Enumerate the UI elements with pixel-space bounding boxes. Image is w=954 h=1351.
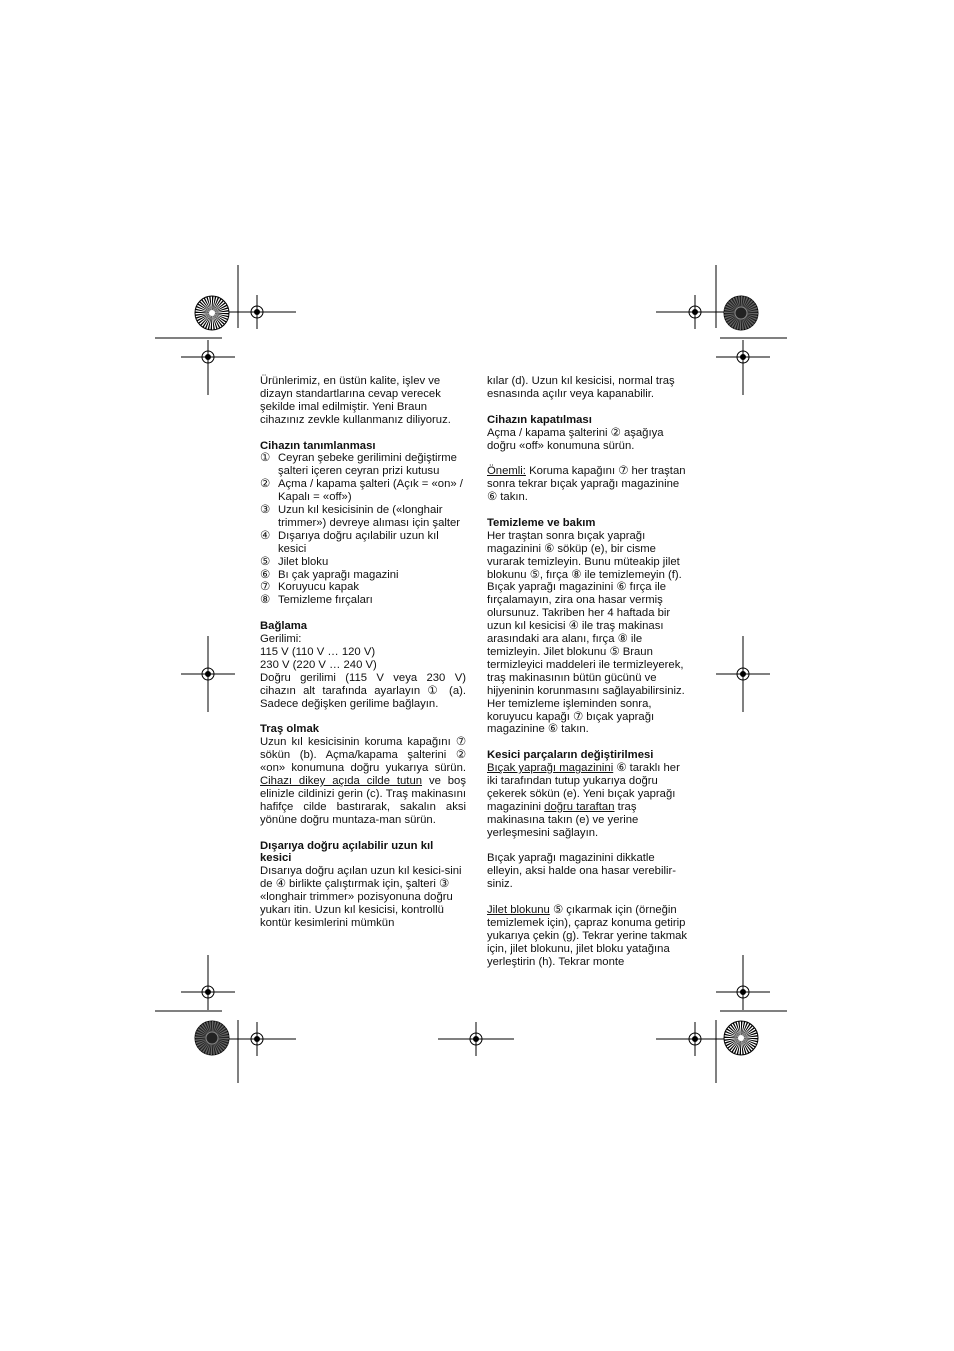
- item-text: Açma / kapama şalteri (Açık = «on» / Kapalı = «off»): [278, 478, 463, 504]
- crosshair-target-icon: [181, 340, 235, 395]
- item-number: ②: [260, 478, 271, 491]
- underlined-text: Cihazı dikey açıda cilde tutun: [260, 775, 423, 788]
- item-text: Bı çak yaprağı magazini: [278, 568, 399, 581]
- section-heading: Cihazın kapatılması: [487, 413, 592, 426]
- section-description: [260, 440, 466, 608]
- section-cleaning: [487, 517, 692, 736]
- section-connection: [260, 620, 466, 710]
- item-text: Temizleme fırçaları: [278, 594, 373, 607]
- caution-paragraph: Bıçak yaprağı magazinini dikkatle elleyin, aksi halde ona hasar verebilir-siniz.: [487, 852, 677, 891]
- starburst-registration-icon: [724, 1021, 758, 1055]
- item-text: Ceyran şebeke gerilimini değiştirme şalteri içeren ceyran prizi kutusu: [278, 452, 457, 478]
- section-text: Her traştan sonra bıçak yaprağı magazinini ⑥ söküp (e), bir cisme vurarak temizleyin. Bunu müteakip jilet blokunu ⑤, fırça ⑧ ile temizlemeyin (f). Bıçak yaprağı magazinini ⑥ fırça ile fırçalamayın, zira ona hasar vermiş olursunuz. Takriben her 4 haftada bir uzun kıl kesicisi ④ ile traş makinası arasındaki ara alanı, fırça ⑧ ile temizleyin. Jilet blokunu ⑤ Braun termizleyici maddeleri ile termizleyerek, traş makinasının bütün gücünü ve hijyeninin korunmasını sağlayabilirsiniz. Her temizleme işleminden sonra, koruyucu kapağı ⑦ bıçak yaprağı magazinine ⑥ takın.: [487, 529, 685, 736]
- item-text: Jilet bloku: [278, 555, 329, 568]
- section-heading: Dışarıya doğru açılabilir uzun kıl kesici: [260, 839, 434, 865]
- underlined-text: Jilet blokunu: [487, 904, 550, 917]
- section-heading: Temizleme ve bakım: [487, 516, 596, 529]
- cutter-block-paragraph: [487, 904, 692, 969]
- item-text: Koruyucu kapak: [278, 581, 360, 594]
- section-heading: Cihazın tanımlanması: [260, 439, 376, 452]
- list-item: [260, 581, 466, 594]
- section-text: Açma / kapama şalterini ② aşağıya doğru «off» konumuna sürün.: [487, 426, 664, 452]
- important-label: Önemli:: [487, 465, 526, 478]
- item-text: Dışarıya doğru açılabilir uzun kıl kesici: [278, 529, 439, 555]
- voltage-option: 115 V (110 V … 120 V): [260, 646, 376, 658]
- item-number: ④: [260, 529, 271, 542]
- crosshair-target-icon: [716, 340, 770, 395]
- underlined-text: Bıçak yaprağı magazinini: [487, 762, 614, 775]
- section-text: Dısarıya doğru açılan uzun kıl kesici-sini de ④ birlikte çalıştırmak için, şalteri ③ «longhair trimmer» pozisyonuna doğru yukarı itin. Uzun kıl kesicisi, kontrollü kontür kesimlerini mümkün: [260, 865, 462, 929]
- section-text: Uzun kıl kesicisinin koruma kapağını ⑦ sökün (b). Açma/kapama şalterini ② «on» konumuna doğru yukarıya sürün.: [260, 736, 466, 775]
- underlined-text: doğru taraftan: [544, 800, 615, 813]
- crosshair-target-icon: [716, 955, 770, 1010]
- list-item: [260, 478, 466, 504]
- item-number: ③: [260, 504, 271, 517]
- section-text: traş makinasına takın (e) ve yerine yerleşmesini sağlayın.: [487, 800, 639, 839]
- section-switch-off: [487, 414, 692, 453]
- intro-paragraph: Ürünlerimiz, en üstün kalite, işlev ve dizayn standartlarına cevap verecek şekilde imal edilmiştir. Yeni Braun cihazınız zevkle kullanmanız diliyoruz.: [260, 375, 451, 426]
- section-heading: Kesici parçaların değiştirilmesi: [487, 749, 654, 762]
- section-heading: Bağlama: [260, 620, 308, 633]
- crosshair-target-icon: [438, 1022, 514, 1056]
- section-text: ⑥ taraklı her iki tarafından tutup yukarıya doğru çekerek sökün (e). Yeni bıçak yaprağı magazinini: [487, 762, 680, 813]
- item-number: ⑤: [260, 555, 271, 568]
- crosshair-target-icon: [181, 636, 235, 712]
- crosshair-target-icon: [716, 636, 770, 712]
- starburst-registration-icon: [724, 296, 758, 330]
- crosshair-target-icon: [181, 955, 235, 1010]
- section-text: Doğru gerilimi (115 V veya 230 V) cihazın alt tarafında ayarlayın ① (a). Sadece değişken gerilime bağlayın.: [260, 671, 466, 710]
- voltage-option: 230 V (220 V … 240 V): [260, 658, 377, 671]
- list-item: [260, 452, 466, 478]
- item-text: Uzun kıl kesicisinin de («longhair trimmer») devreye alıması için şalter: [278, 504, 461, 529]
- list-item: [260, 504, 466, 530]
- starburst-registration-icon: [195, 296, 229, 330]
- list-item: [260, 569, 466, 582]
- right-column: [487, 375, 692, 969]
- section-trimmer: [260, 840, 466, 930]
- list-item: [260, 530, 466, 556]
- crosshair-target-icon: [656, 1022, 728, 1056]
- item-number: ①: [260, 452, 271, 465]
- section-text: Koruma kapağını ⑦ her traştan sonra tekrar bıçak yaprağı magazinine ⑥ takın.: [487, 465, 686, 504]
- item-number: ⑧: [260, 594, 271, 607]
- section-replacement: [487, 749, 692, 839]
- section-text: ve boş elinizle cildinizi gerin (c). Traş makinasını hafifçe cilde bastırarak, sakalın aksi yönüne doğru muntaza-man sürün.: [260, 775, 466, 826]
- list-item: [260, 594, 466, 607]
- section-text: ⑤ çıkarmak için (örneğin temizlemek için), çapraz konuma getirip yukarıya çekin (g). Tekrar yerine takmak için, jilet blokunu, jilet bloku yatağına yerleştirin (h). Tekrar monte: [487, 904, 688, 968]
- list-item: [260, 556, 466, 569]
- section-important: [487, 465, 692, 504]
- section-heading: Traş olmak: [260, 723, 320, 736]
- item-number: ⑦: [260, 581, 271, 594]
- left-column: [260, 375, 466, 943]
- parts-list: [260, 452, 466, 607]
- section-shaving: [260, 723, 466, 826]
- item-number: ⑥: [260, 568, 271, 581]
- voltage-label: Gerilimi:: [260, 633, 302, 646]
- crosshair-target-icon: [656, 295, 728, 329]
- continuation-paragraph: kılar (d). Uzun kıl kesicisi, normal traş esnasında açılır veya kapanabilir.: [487, 375, 675, 400]
- crosshair-target-icon: [224, 1022, 296, 1056]
- starburst-registration-icon: [195, 1021, 229, 1055]
- crosshair-target-icon: [224, 295, 296, 329]
